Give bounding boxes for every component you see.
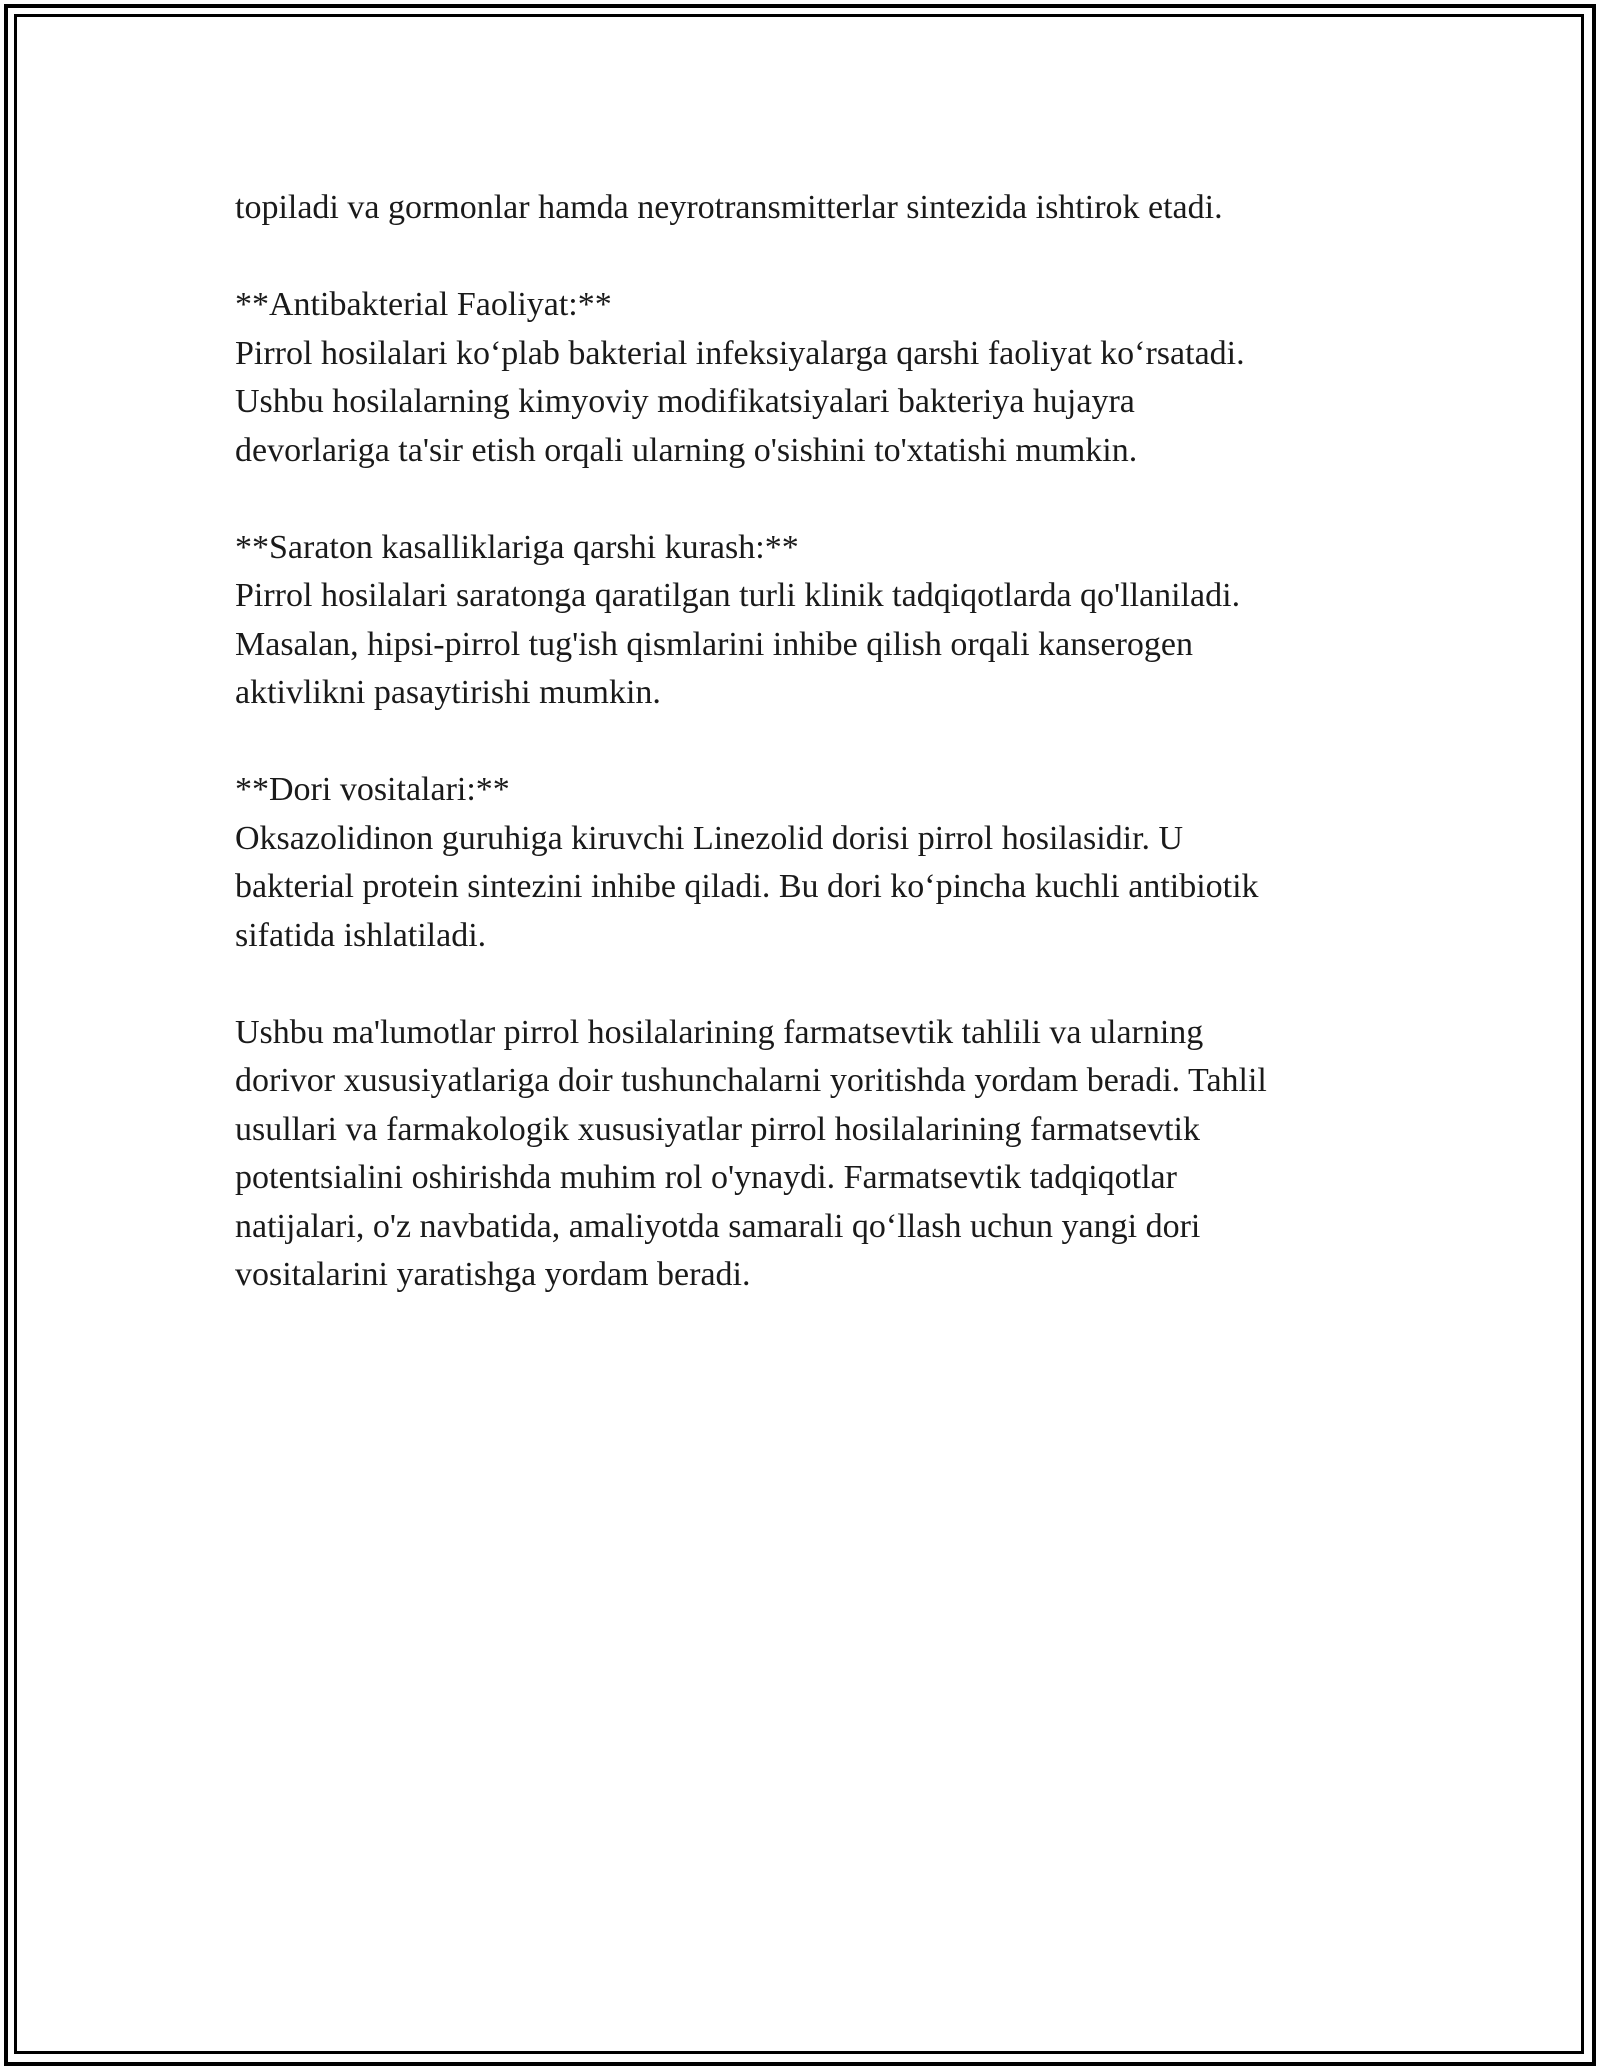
text-line: usullari va farmakologik xususiyatlar pirrol hosilalarining farmatsevtik xyxy=(235,1110,1200,1148)
blank-line xyxy=(235,233,1415,282)
text-line: Oksazolidinon guruhiga kiruvchi Linezolid dorisi pirrol hosilasidir. U xyxy=(235,819,1184,857)
blank-line xyxy=(235,960,1415,1009)
blank-line xyxy=(235,475,1415,524)
text-line: Masalan, hipsi-pirrol tug'ish qismlarini inhibe qilish orqali kanserogen xyxy=(235,625,1193,663)
text-line: sifatida ishlatiladi. xyxy=(235,916,487,954)
section-heading-saraton: **Saraton kasalliklariga qarshi kurash:** xyxy=(235,528,799,566)
text-line: Pirrol hosilalari ko‘plab bakterial infeksiyalarga qarshi faoliyat ko‘rsatadi. xyxy=(235,334,1245,372)
text-line: topiladi va gormonlar hamda neyrotransmitterlar sintezida ishtirok etadi. xyxy=(235,189,1223,226)
text-line: Ushbu ma'lumotlar pirrol hosilalarining farmatsevtik tahlili va ularning xyxy=(235,1013,1204,1051)
text-line: aktivlikni pasaytirishi mumkin. xyxy=(235,674,661,711)
text-line: Ushbu hosilalarning kimyoviy modifikatsiyalari bakteriya hujayra xyxy=(235,383,1135,420)
section-heading-dori: **Dori vositalari:** xyxy=(235,771,510,808)
text-line: vositalarini yaratishga yordam beradi. xyxy=(235,1256,751,1293)
blank-line xyxy=(235,718,1415,767)
document-body xyxy=(235,184,1415,1300)
text-line: bakterial protein sintezini inhibe qiladi. Bu dori ko‘pincha kuchli antibiotik xyxy=(235,868,1259,905)
text-line: devorlariga ta'sir etish orqali ularning o'sishini to'xtatishi mumkin. xyxy=(235,431,1138,469)
section-heading-antibakterial: **Antibakterial Faoliyat:** xyxy=(235,286,612,323)
text-line: natijalari, o'z navbatida, amaliyotda samarali qo‘llash uchun yangi dori xyxy=(235,1207,1201,1245)
text-line: Pirrol hosilalari saratonga qaratilgan turli klinik tadqiqotlarda qo'llaniladi. xyxy=(235,577,1241,614)
text-line: potentsialini oshirishda muhim rol o'ynaydi. Farmatsevtik tadqiqotlar xyxy=(235,1159,1177,1196)
text-line: dorivor xususiyatlariga doir tushunchalarni yoritishda yordam beradi. Tahlil xyxy=(235,1062,1267,1099)
